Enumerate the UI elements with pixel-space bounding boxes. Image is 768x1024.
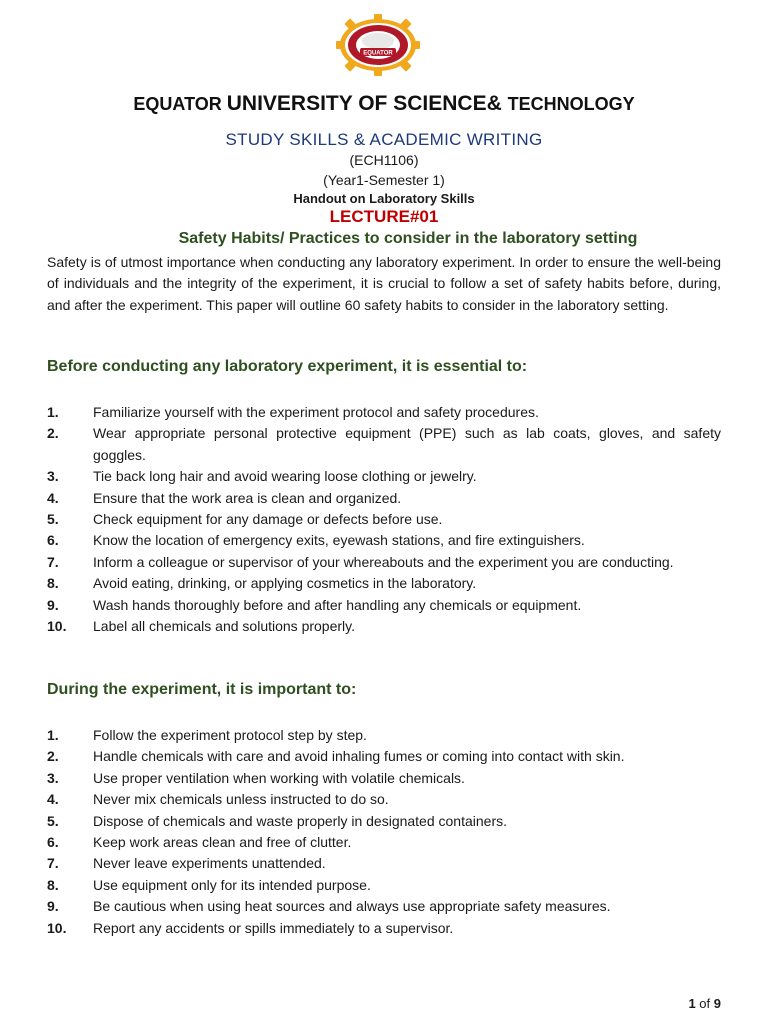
- list-item: [47, 488, 721, 509]
- list-text: Wear appropriate personal protective equipment (PPE) such as lab coats, gloves, and safety goggles.: [93, 425, 721, 463]
- list-number: 3.: [47, 468, 59, 485]
- course-title: STUDY SKILLS & ACADEMIC WRITING: [225, 130, 543, 149]
- list-text: Use equipment only for its intended purpose.: [93, 876, 371, 893]
- intro-paragraph: Safety is of utmost importance when conducting any laboratory experiment. In order to ensure the well-being of individuals and the integrity of the experiment, it is crucial to follow a set of safety habits before, during, and after the experiment. This paper will outline 60 safety habits to consider in the laboratory setting.: [47, 254, 721, 313]
- list-item: [47, 832, 721, 853]
- semester-label: (Year1-Semester 1): [323, 172, 445, 188]
- lecture-number: LECTURE#01: [329, 207, 439, 226]
- list-text: Be cautious when using heat sources and always use appropriate safety measures.: [93, 898, 611, 915]
- list-number: 5.: [47, 511, 59, 528]
- list-item: [47, 875, 721, 896]
- list-number: 2.: [47, 425, 59, 442]
- section-heading-during: During the experiment, it is important to:: [47, 681, 357, 698]
- list-item: [47, 768, 721, 789]
- list-text: Ensure that the work area is clean and organized.: [93, 489, 402, 506]
- university-title: [0, 92, 768, 116]
- title-part-equator: EQUATOR: [133, 94, 227, 114]
- list-text: Never mix chemicals unless instructed to do so.: [93, 791, 389, 808]
- list-number: 1.: [47, 404, 59, 420]
- list-text: Wash hands thoroughly before and after handling any chemicals or equipment.: [93, 596, 582, 613]
- list-text: Handle chemicals with care and avoid inhaling fumes or coming into contact with skin.: [93, 748, 625, 765]
- list-item: [47, 595, 721, 616]
- list-text: Never leave experiments unattended.: [93, 855, 326, 872]
- title-part-technology: TECHNOLOGY: [507, 94, 635, 114]
- list-number: 1.: [47, 727, 59, 743]
- list-item: [47, 789, 721, 810]
- list-item: [47, 896, 721, 917]
- list-number: 3.: [47, 769, 59, 786]
- list-text: Label all chemicals and solutions properly.: [93, 618, 355, 635]
- title-part-university: UNIVERSITY OF SCIENCE&: [226, 92, 508, 115]
- list-item: [47, 402, 721, 423]
- page-current: 1: [688, 996, 696, 1011]
- list-item: [47, 466, 721, 487]
- list-item: [47, 616, 721, 637]
- list-number: 9.: [47, 898, 59, 915]
- list-item: [47, 423, 721, 466]
- list-number: 6.: [47, 532, 59, 549]
- page-of: of: [695, 996, 714, 1011]
- university-logo: [334, 14, 422, 76]
- list-item: [47, 573, 721, 594]
- list-item: [47, 725, 721, 746]
- list-text: Dispose of chemicals and waste properly in designated containers.: [93, 812, 508, 829]
- list-text: Follow the experiment protocol step by step.: [93, 727, 367, 743]
- list-number: 7.: [47, 855, 59, 872]
- list-item: [47, 552, 721, 573]
- list-item: [47, 530, 721, 551]
- list-text: Keep work areas clean and free of clutter.: [93, 834, 352, 851]
- course-code: (ECH1106): [349, 152, 419, 168]
- handout-title: Handout on Laboratory Skills: [293, 191, 475, 206]
- list-number: 9.: [47, 596, 59, 613]
- list-number: 7.: [47, 553, 59, 570]
- list-item: [47, 918, 721, 939]
- list-text: Avoid eating, drinking, or applying cosmetics in the laboratory.: [93, 575, 477, 592]
- list-number: 10.: [47, 919, 67, 936]
- page-indicator: [688, 996, 721, 1011]
- list-text: Report any accidents or spills immediately to a supervisor.: [93, 919, 454, 936]
- list-number: 4.: [47, 791, 59, 808]
- topic-heading: Safety Habits/ Practices to consider in the laboratory setting: [178, 230, 638, 247]
- list-text: Check equipment for any damage or defects before use.: [93, 511, 443, 528]
- page-total: 9: [713, 996, 721, 1011]
- list-item: [47, 811, 721, 832]
- during-list: [47, 725, 721, 939]
- logo-short-text: EQUATOR: [363, 50, 393, 57]
- list-item: [47, 746, 721, 767]
- list-text: Know the location of emergency exits, eyewash stations, and fire extinguishers.: [93, 532, 585, 549]
- list-number: 8.: [47, 876, 59, 893]
- list-number: 5.: [47, 812, 59, 829]
- list-item: [47, 853, 721, 874]
- list-text: Inform a colleague or supervisor of your whereabouts and the experiment you are conducting.: [93, 553, 674, 570]
- list-text: Use proper ventilation when working with volatile chemicals.: [93, 769, 465, 786]
- list-text: Familiarize yourself with the experiment protocol and safety procedures.: [93, 404, 539, 420]
- section-heading-before: Before conducting any laboratory experiment, it is essential to:: [47, 358, 528, 375]
- list-text: Tie back long hair and avoid wearing loose clothing or jewelry.: [93, 468, 477, 485]
- list-number: 6.: [47, 834, 59, 851]
- before-list: [47, 402, 721, 637]
- list-number: 4.: [47, 489, 59, 506]
- list-item: [47, 509, 721, 530]
- list-number: 2.: [47, 748, 59, 765]
- list-number: 8.: [47, 575, 59, 592]
- list-number: 10.: [47, 618, 67, 635]
